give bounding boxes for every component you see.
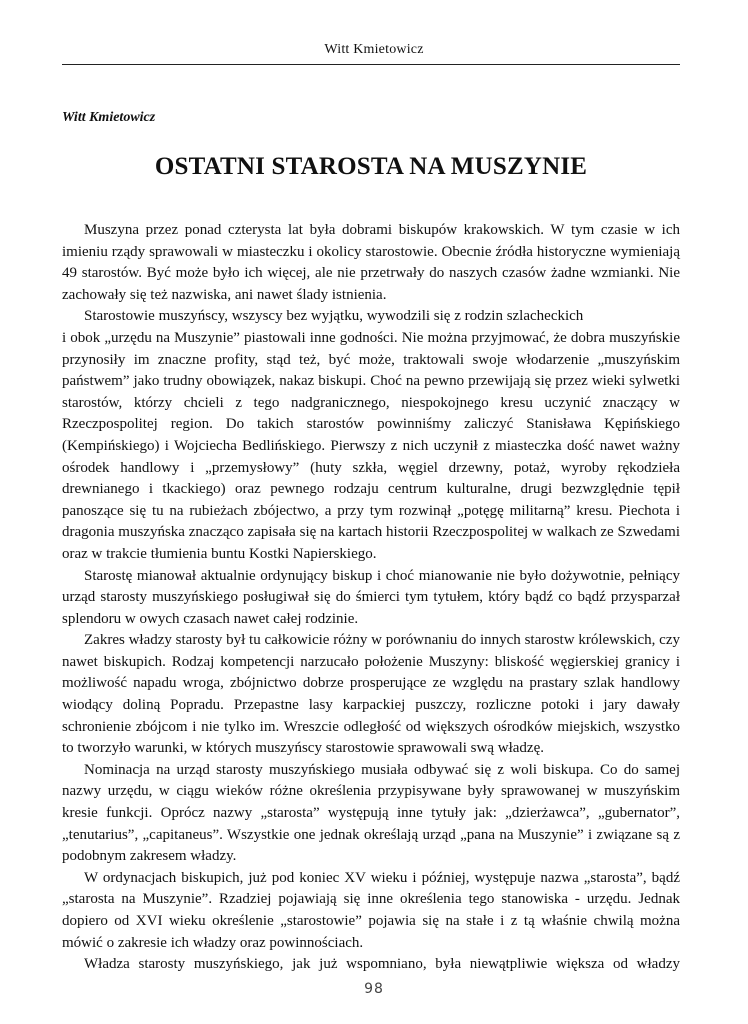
paragraph: Władza starosty muszyńskiego, jak już wspomniano, była niewątpliwie większa od władzy [84, 956, 680, 973]
header-rule [62, 64, 680, 65]
article-title: OSTATNI STAROSTA NA MUSZYNIE [154, 153, 588, 180]
paragraph: Zakres władzy starosty był tu całkowicie różny w porównaniu do innych starostw królewskich, czy nawet biskupich. Rodzaj kompetencji narzucało położenie Muszyny: bliskość węgierskiej granicy i możliwość napadu wroga, zbójnictwo dobrze prosperujące ze względu na prastary szlak handlowy wiodący doliną Popradu. Przepastne lasy karpackiej puszczy, rozliczne potoki i jary dawały schronienie zbójcom i nie tylko im. Wreszcie odległość od większych ośrodków miejskich, wszystko to tworzyło warunki, w których muszyńscy starostowie sprawowali swą władzę. [62, 632, 680, 757]
paragraph: i obok „urzędu na Muszynie” piastowali inne godności. Nie można przyjmować, że dobra muszyńskie przynosiły im znaczne profity, stąd też, być może, traktowali swoje włodarzenie „muszyńskim państwem” jako trudny obowiązek, nakaz biskupi. Choć na pewno przewijają się przez wieki sylwetki starostów, którzy chcieli z tego nadgranicznego, niespokojnego kresu uczynić znaczący w Rzeczpospolitej region. Do takich starostów powinniśmy zaliczyć Stanisława Kępińskiego (Kempińskiego) i Wojciecha Bedlińskiego. Pierwszy z nich uczynił z miasteczka dość nawet ważny ośrodek handlowy i „przemysłowy” (huty szkła, węgiel drzewny, potaż, wyroby rękodzieła drewnianego i tkackiego) oraz pewnego rodzaju centrum kulturalne, drugi bezwzględnie tępił panoszące się tu na rubieżach zbójectwo, a przy tym rozwinął „potęgę militarną” kresu. Piechota i dragonia muszyńska znacząco zapisała się na kartach historii Rzeczpospolitej w walkach ze Szwedami oraz w trakcie tłumienia buntu Kostki Napierskiego. [62, 329, 680, 562]
paragraph: Muszyna przez ponad czterysta lat była dobrami biskupów krakowskich. W tym czasie w ich imieniu rządy sprawowali w miasteczku i okolicy starostowie. Obecnie źródła historyczne wymieniają 49 starostów. Być może było ich więcej, ale nie przetrwały do naszych czasów żadne wzmianki. Nie zachowały się też nazwiska, ani nawet ślady istnienia. [62, 222, 680, 303]
running-header: Witt Kmietowicz [324, 42, 424, 57]
page-number: 98 [364, 981, 384, 997]
paragraph: Starostowie muszyńscy, wszyscy bez wyjątku, wywodzili się z rodzin szlacheckich [84, 308, 584, 325]
article-body [62, 220, 680, 976]
paragraph: Nominacja na urząd starosty muszyńskiego musiała odbywać się z woli biskupa. Co do samej nazwy urzędu, w ciągu wieków różne określenia przypisywane były sprawowanej w muszyńskim kresie funkcji. Oprócz nazwy „starosta” występują inne tytuły jak: „dzierżawca”, „gubernator”, „tenutarius”, „capitaneus”. Wszystkie one jednak określają urząd „pana na Muszynie” i związane są z podobnym zakresem władzy. [62, 761, 680, 865]
paragraph: Starostę mianował aktualnie ordynujący biskup i choć mianowanie nie było dożywotnie, pełniący urząd starosty muszyńskiego posługiwał się do śmierci tym tytułem, który bądź co bądź przysparzał splendoru w owych czasach nawet całej rodzinie. [62, 567, 680, 627]
paragraph: W ordynacjach biskupich, już pod koniec XV wieku i później, występuje nazwa „starosta”, bądź „starosta na Muszynie”. Rzadziej pojawiają się inne określenia tego stanowiska - urzędu. Jednak dopiero od XVI wieku określenie „starostowie” pojawia się na stałe i z tą właśnie chwilą można mówić o zakresie ich władzy oraz powinnościach. [62, 869, 680, 951]
article-author: Witt Kmietowicz [62, 110, 156, 125]
